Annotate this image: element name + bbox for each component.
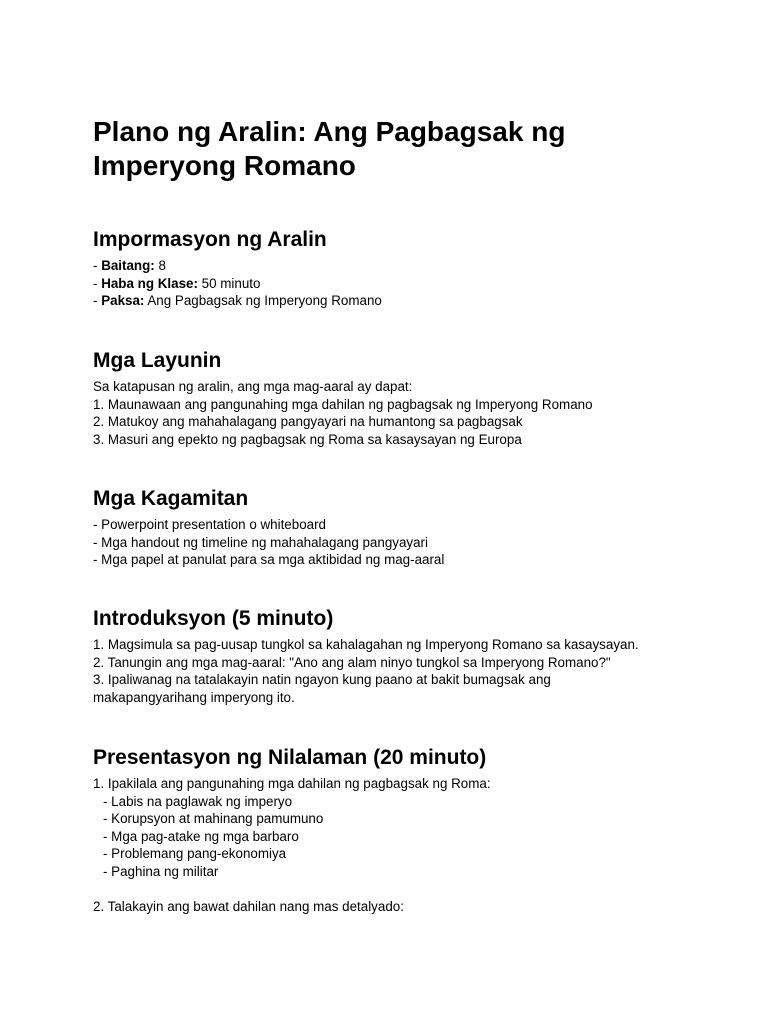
section-objectives	[93, 348, 713, 448]
title-line-1: Plano ng Aralin: Ang Pagbagsak ng	[93, 116, 566, 147]
section-heading: Introduksyon (5 minuto)	[93, 607, 334, 630]
list-item: - Powerpoint presentation o whiteboard	[93, 517, 326, 532]
reason-item: - Problemang pang-ekonomiya	[103, 846, 287, 862]
list-item: makapangyarihang imperyong ito.	[93, 689, 295, 705]
title-line-2: Imperyong Romano	[93, 150, 356, 181]
page-title	[93, 115, 565, 183]
section-heading: Mga Kagamitan	[93, 487, 249, 510]
list-item: 2. Tanungin ang mga mag-aaral: "Ano ang alam ninyo tungkol sa Imperyong Romano?"	[93, 654, 611, 670]
spacer	[93, 881, 713, 899]
section-heading: Presentasyon ng Nilalaman (20 minuto)	[93, 746, 487, 769]
list-item: 3. Masuri ang epekto ng pagbagsak ng Roma sa kasaysayan ng Europa	[93, 431, 522, 447]
section-heading: Mga Layunin	[93, 349, 222, 372]
info-item: - Baitang: 8	[93, 258, 166, 273]
list-item: 3. Ipaliwanag na tatalakayin natin ngayon kung paano at bakit bumagsak ang	[93, 672, 551, 688]
list-item: 2. Matukoy ang mahahalagang pangyayari na humantong sa pagbagsak	[93, 414, 523, 430]
list-item: - Mga handout ng timeline ng mahahalagang pangyayari	[93, 534, 428, 550]
info-item: - Haba ng Klase: 50 minuto	[93, 275, 261, 291]
section-introduction	[93, 606, 713, 706]
reason-item: - Mga pag-atake ng mga barbaro	[103, 828, 299, 844]
list-item: 2. Talakayin ang bawat dahilan nang mas detalyado:	[93, 899, 404, 915]
section-presentation	[93, 745, 713, 916]
reason-item: - Korupsyon at mahinang pamumuno	[103, 811, 324, 827]
list-item: 1. Ipakilala ang pangunahing mga dahilan ng pagbagsak ng Roma:	[93, 776, 491, 791]
section-lesson-info	[93, 227, 713, 310]
section-materials	[93, 486, 713, 569]
section-heading: Impormasyon ng Aralin	[93, 228, 327, 251]
list-item: 1. Magsimula sa pag-uusap tungkol sa kahalagahan ng Imperyong Romano sa kasaysayan.	[93, 637, 639, 652]
info-item: - Paksa: Ang Pagbagsak ng Imperyong Romano	[93, 293, 382, 309]
list-item: - Mga papel at panulat para sa mga aktibidad ng mag-aaral	[93, 552, 445, 568]
objectives-intro: Sa katapusan ng aralin, ang mga mag-aaral ay dapat:	[93, 379, 413, 394]
reason-item: - Labis na paglawak ng imperyo	[103, 793, 293, 809]
reason-item: - Paghina ng militar	[103, 863, 219, 879]
list-item: 1. Maunawaan ang pangunahing mga dahilan ng pagbagsak ng Imperyong Romano	[93, 396, 593, 412]
